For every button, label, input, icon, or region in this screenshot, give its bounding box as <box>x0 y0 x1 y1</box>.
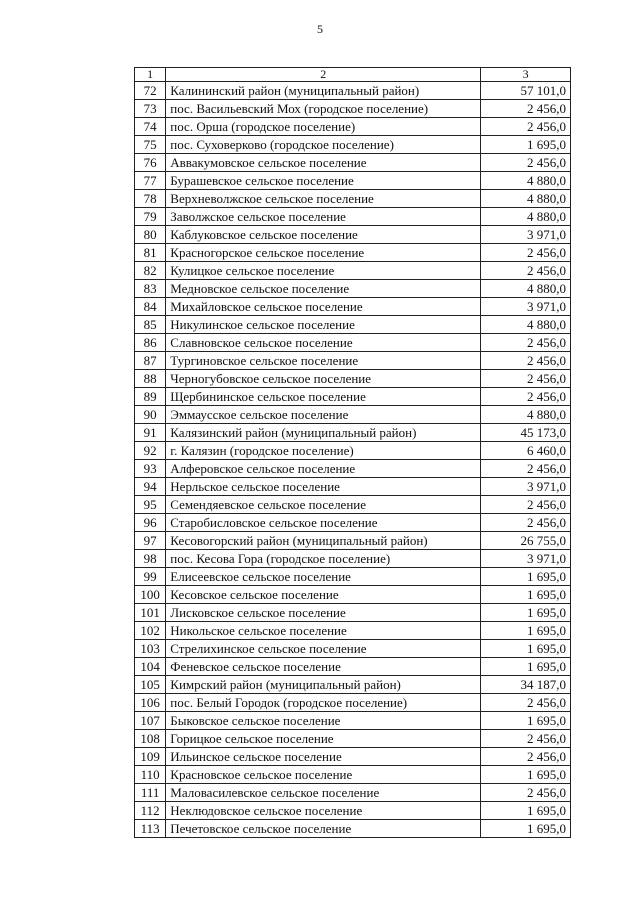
row-name-cell: Славновское сельское поселение <box>166 334 481 352</box>
row-name-cell: Стрелихинское сельское поселение <box>166 640 481 658</box>
row-number-cell: 95 <box>135 496 166 514</box>
row-amount-cell: 2 456,0 <box>481 460 571 478</box>
row-name-cell: Эммаусское сельское поселение <box>166 406 481 424</box>
column-header-amount: 3 <box>481 68 571 82</box>
table-row <box>135 550 571 568</box>
table-row <box>135 640 571 658</box>
row-name-cell: Заволжское сельское поселение <box>166 208 481 226</box>
row-name-cell: Кесовское сельское поселение <box>166 586 481 604</box>
row-amount-cell: 2 456,0 <box>481 694 571 712</box>
column-header-number: 1 <box>135 68 166 82</box>
row-number-cell: 96 <box>135 514 166 532</box>
table-row <box>135 802 571 820</box>
row-name-cell: г. Калязин (городское поселение) <box>166 442 481 460</box>
row-amount-cell: 4 880,0 <box>481 406 571 424</box>
row-amount-cell: 4 880,0 <box>481 172 571 190</box>
row-amount-cell: 45 173,0 <box>481 424 571 442</box>
row-amount-cell: 4 880,0 <box>481 280 571 298</box>
row-name-cell: Маловасилевское сельское поселение <box>166 784 481 802</box>
row-name-cell: Калязинский район (муниципальный район) <box>166 424 481 442</box>
row-name-cell: Кулицкое сельское поселение <box>166 262 481 280</box>
row-number-cell: 107 <box>135 712 166 730</box>
row-amount-cell: 2 456,0 <box>481 784 571 802</box>
row-name-cell: Елисеевское сельское поселение <box>166 568 481 586</box>
table-row <box>135 712 571 730</box>
table-row <box>135 226 571 244</box>
row-name-cell: Медновское сельское поселение <box>166 280 481 298</box>
row-amount-cell: 2 456,0 <box>481 262 571 280</box>
row-name-cell: Никольское сельское поселение <box>166 622 481 640</box>
row-number-cell: 72 <box>135 82 166 100</box>
row-name-cell: Верхневолжское сельское поселение <box>166 190 481 208</box>
row-amount-cell: 1 695,0 <box>481 712 571 730</box>
row-amount-cell: 2 456,0 <box>481 100 571 118</box>
table-row <box>135 352 571 370</box>
row-name-cell: Печетовское сельское поселение <box>166 820 481 838</box>
row-number-cell: 98 <box>135 550 166 568</box>
row-number-cell: 94 <box>135 478 166 496</box>
row-amount-cell: 4 880,0 <box>481 190 571 208</box>
table-row <box>135 694 571 712</box>
row-number-cell: 87 <box>135 352 166 370</box>
table-row <box>135 514 571 532</box>
row-name-cell: Лисковское сельское поселение <box>166 604 481 622</box>
row-name-cell: Тургиновское сельское поселение <box>166 352 481 370</box>
row-number-cell: 97 <box>135 532 166 550</box>
row-name-cell: Неклюдовское сельское поселение <box>166 802 481 820</box>
table-row <box>135 532 571 550</box>
row-number-cell: 112 <box>135 802 166 820</box>
row-amount-cell: 1 695,0 <box>481 640 571 658</box>
row-number-cell: 110 <box>135 766 166 784</box>
row-name-cell: Бурашевское сельское поселение <box>166 172 481 190</box>
table-row <box>135 658 571 676</box>
table-row <box>135 460 571 478</box>
table-row <box>135 334 571 352</box>
row-name-cell: Аввакумовское сельское поселение <box>166 154 481 172</box>
row-amount-cell: 2 456,0 <box>481 154 571 172</box>
row-number-cell: 92 <box>135 442 166 460</box>
row-name-cell: пос. Орша (городское поселение) <box>166 118 481 136</box>
table-row <box>135 730 571 748</box>
row-amount-cell: 4 880,0 <box>481 316 571 334</box>
row-amount-cell: 2 456,0 <box>481 748 571 766</box>
table-row <box>135 136 571 154</box>
table-row <box>135 496 571 514</box>
table-row <box>135 784 571 802</box>
row-number-cell: 105 <box>135 676 166 694</box>
row-number-cell: 93 <box>135 460 166 478</box>
row-name-cell: Нерльское сельское поселение <box>166 478 481 496</box>
table-header-row <box>135 68 571 82</box>
row-amount-cell: 1 695,0 <box>481 622 571 640</box>
row-name-cell: пос. Кесова Гора (городское поселение) <box>166 550 481 568</box>
row-amount-cell: 1 695,0 <box>481 604 571 622</box>
table-row <box>135 748 571 766</box>
table-row <box>135 244 571 262</box>
row-name-cell: пос. Васильевский Мох (городское поселение) <box>166 100 481 118</box>
row-amount-cell: 57 101,0 <box>481 82 571 100</box>
row-name-cell: Кимрский район (муниципальный район) <box>166 676 481 694</box>
table-row <box>135 262 571 280</box>
row-number-cell: 108 <box>135 730 166 748</box>
row-amount-cell: 2 456,0 <box>481 496 571 514</box>
data-table <box>134 67 571 838</box>
row-number-cell: 76 <box>135 154 166 172</box>
row-number-cell: 104 <box>135 658 166 676</box>
row-name-cell: Горицкое сельское поселение <box>166 730 481 748</box>
row-number-cell: 73 <box>135 100 166 118</box>
row-amount-cell: 3 971,0 <box>481 226 571 244</box>
row-name-cell: Алферовское сельское поселение <box>166 460 481 478</box>
table-row <box>135 766 571 784</box>
table-row <box>135 100 571 118</box>
row-name-cell: Щербининское сельское поселение <box>166 388 481 406</box>
table-row <box>135 388 571 406</box>
row-amount-cell: 1 695,0 <box>481 568 571 586</box>
row-name-cell: пос. Белый Городок (городское поселение) <box>166 694 481 712</box>
table-row <box>135 676 571 694</box>
row-amount-cell: 3 971,0 <box>481 478 571 496</box>
row-number-cell: 82 <box>135 262 166 280</box>
row-number-cell: 85 <box>135 316 166 334</box>
row-number-cell: 80 <box>135 226 166 244</box>
table-body <box>135 68 571 838</box>
row-number-cell: 100 <box>135 586 166 604</box>
row-number-cell: 79 <box>135 208 166 226</box>
row-name-cell: пос. Суховерково (городское поселение) <box>166 136 481 154</box>
row-name-cell: Каблуковское сельское поселение <box>166 226 481 244</box>
row-number-cell: 102 <box>135 622 166 640</box>
row-name-cell: Михайловское сельское поселение <box>166 298 481 316</box>
row-name-cell: Ильинское сельское поселение <box>166 748 481 766</box>
table-row <box>135 298 571 316</box>
row-amount-cell: 2 456,0 <box>481 118 571 136</box>
row-number-cell: 91 <box>135 424 166 442</box>
row-number-cell: 113 <box>135 820 166 838</box>
row-number-cell: 86 <box>135 334 166 352</box>
row-number-cell: 109 <box>135 748 166 766</box>
row-amount-cell: 1 695,0 <box>481 802 571 820</box>
row-name-cell: Красновское сельское поселение <box>166 766 481 784</box>
row-name-cell: Красногорское сельское поселение <box>166 244 481 262</box>
row-number-cell: 103 <box>135 640 166 658</box>
table-row <box>135 190 571 208</box>
row-amount-cell: 2 456,0 <box>481 352 571 370</box>
table-row <box>135 568 571 586</box>
row-name-cell: Кесовогорский район (муниципальный район) <box>166 532 481 550</box>
row-name-cell: Феневское сельское поселение <box>166 658 481 676</box>
row-number-cell: 99 <box>135 568 166 586</box>
row-name-cell: Семендяевское сельское поселение <box>166 496 481 514</box>
row-amount-cell: 2 456,0 <box>481 334 571 352</box>
row-amount-cell: 4 880,0 <box>481 208 571 226</box>
row-amount-cell: 1 695,0 <box>481 766 571 784</box>
row-amount-cell: 34 187,0 <box>481 676 571 694</box>
row-amount-cell: 3 971,0 <box>481 550 571 568</box>
table-row <box>135 316 571 334</box>
table-row <box>135 442 571 460</box>
row-name-cell: Быковское сельское поселение <box>166 712 481 730</box>
row-number-cell: 111 <box>135 784 166 802</box>
table-row <box>135 406 571 424</box>
table-row <box>135 154 571 172</box>
row-amount-cell: 2 456,0 <box>481 730 571 748</box>
table-row <box>135 424 571 442</box>
row-number-cell: 81 <box>135 244 166 262</box>
row-amount-cell: 2 456,0 <box>481 244 571 262</box>
row-number-cell: 74 <box>135 118 166 136</box>
row-number-cell: 84 <box>135 298 166 316</box>
table-row <box>135 586 571 604</box>
row-name-cell: Черногубовское сельское поселение <box>166 370 481 388</box>
table-row <box>135 280 571 298</box>
table-row <box>135 478 571 496</box>
row-number-cell: 101 <box>135 604 166 622</box>
column-header-name: 2 <box>166 68 481 82</box>
row-amount-cell: 26 755,0 <box>481 532 571 550</box>
row-name-cell: Старобисловское сельское поселение <box>166 514 481 532</box>
row-amount-cell: 1 695,0 <box>481 586 571 604</box>
row-amount-cell: 2 456,0 <box>481 370 571 388</box>
table-row <box>135 370 571 388</box>
table-row <box>135 622 571 640</box>
table-row <box>135 118 571 136</box>
row-amount-cell: 1 695,0 <box>481 136 571 154</box>
row-number-cell: 88 <box>135 370 166 388</box>
row-name-cell: Никулинское сельское поселение <box>166 316 481 334</box>
table-row <box>135 172 571 190</box>
table-row <box>135 82 571 100</box>
page-number: 5 <box>317 22 323 36</box>
row-amount-cell: 3 971,0 <box>481 298 571 316</box>
row-number-cell: 75 <box>135 136 166 154</box>
table-row <box>135 604 571 622</box>
table-row <box>135 208 571 226</box>
row-amount-cell: 2 456,0 <box>481 388 571 406</box>
row-amount-cell: 1 695,0 <box>481 658 571 676</box>
row-number-cell: 83 <box>135 280 166 298</box>
row-amount-cell: 1 695,0 <box>481 820 571 838</box>
row-number-cell: 90 <box>135 406 166 424</box>
table-row <box>135 820 571 838</box>
row-number-cell: 106 <box>135 694 166 712</box>
row-number-cell: 89 <box>135 388 166 406</box>
row-number-cell: 77 <box>135 172 166 190</box>
row-number-cell: 78 <box>135 190 166 208</box>
row-name-cell: Калининский район (муниципальный район) <box>166 82 481 100</box>
row-amount-cell: 6 460,0 <box>481 442 571 460</box>
row-amount-cell: 2 456,0 <box>481 514 571 532</box>
